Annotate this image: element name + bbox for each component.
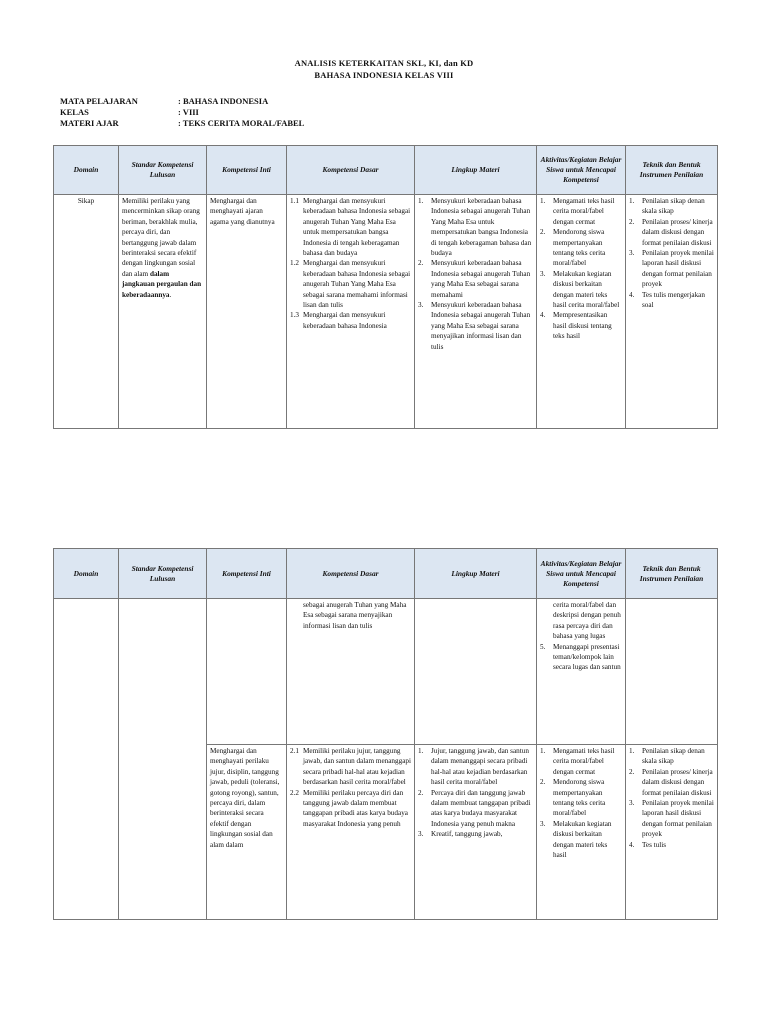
col-teknik: Teknik dan Bentuk Instrumen Penilaian [626,146,718,195]
cell-kd [287,745,415,920]
cell-teknik [626,195,718,429]
materi-item: 2. Mensyukuri keberadaan bahasa Indonesia sebagai anugerah Tuhan yang Maha Esa sebagai sarana memahami [418,259,531,299]
cell-skl [119,599,207,920]
cell-materi [415,195,537,429]
meta-value: : VIII [178,107,199,117]
cell-aktivitas [537,599,626,745]
col-aktivitas: Aktivitas/Kegiatan Belajar Siswa untuk Mencapai Kompetensi [537,549,626,599]
teknik-item: 2. Penilaian proses/ kinerja dalam diskusi dengan format penilaian diskusi [629,767,713,797]
cell-kd [287,599,415,745]
teknik-item: 3. Penilaian proyek menilai laporan hasil diskusi dengan format penilaian proyek [629,249,714,289]
col-skl: Standar Kompetensi Lulusan [119,549,207,599]
kd-item: 1.2 Menghargai dan mensyukuri keberadaan bahasa Indonesia sebagai anugerah Tuhan Yang Maha Esa sebagai sarana memahami informasi lisan dan tulis [290,259,411,310]
aktivitas-item: 5. Menanggapi presentasi teman/kelompok lain secara lugas dan santun [540,642,621,672]
doc-title-line1: ANALISIS KETERKAITAN SKL, KI, dan KD [294,58,474,68]
aktivitas-item: 1. Mengamati teks hasil cerita moral/fabel dengan cermat [540,747,615,776]
kd-item: 1.3 Menghargai dan mensyukuri keberadaan bahasa Indonesia [290,311,387,330]
teknik-item: 4. Tes tulis [629,840,667,849]
meta-key: MATA PELAJARAN [60,96,138,106]
meta-key: KELAS [60,107,89,117]
kd-continued: sebagai anugerah Tuhan yang Maha Esa sebagai sarana menyajikan informasi lisan dan tulis [303,601,407,630]
col-materi: Lingkup Materi [415,146,537,195]
cell-domain [54,599,119,920]
cell-ki: Menghargai dan menghayati ajaran agama yang dianutnya [207,195,287,429]
cell-teknik [626,745,718,920]
materi-item: 2. Percaya diri dan tanggung jawab dalam membuat tanggapan pribadi atas karya budaya masyarakat Indonesia yang penuh makna [418,788,531,828]
materi-item: 1. Jujur, tanggung jawab, dan santun dalam menanggapi secara pribadi hal-hal atau kejadian berdasarkan hasil cerita moral/fabel [418,747,529,787]
cell-domain: Sikap [54,195,119,429]
teknik-item: 1. Penilaian sikap denan skala sikap [629,747,705,766]
teknik-item: 2. Penilaian proses/ kinerja dalam diskusi dengan format penilaian diskusi [629,217,713,247]
kd-item: 2.1 Memiliki perilaku jujur, tanggung jawab, dan santun dalam menanggapi secara pribadi hal-hal atau kejadian berdasarkan hasil cerita moral/fabel [290,747,411,787]
cell-ki [207,599,287,745]
meta-key: MATERI AJAR [60,118,119,128]
skl-bold-text: dalam jangkauan pergaulan dan keberadaannya [122,269,202,299]
kd-item: 2.2 Memiliki perilaku percaya diri dan tanggung jawab dalam membuat tanggapan pribadi atas karya budaya masyarakat Indonesia yang penuh [290,788,408,828]
cell-materi [415,745,537,920]
materi-item: 1. Mensyukuri keberadaan bahasa Indonesia sebagai anugerah Tuhan Yang Maha Esa untuk mempersatukan bangsa Indonesia di tengah keberagaman bahasa dan budaya [418,197,532,258]
teknik-item: 1. Penilaian sikap denan skala sikap [629,197,705,216]
cell-teknik [626,599,718,745]
cell-skl [119,195,207,429]
col-skl: Standar Kompetensi Lulusan [119,146,207,195]
teknik-item: 3. Penilaian proyek menilai laporan hasil diskusi dengan format penilaian proyek [629,799,714,839]
cell-ki: Menghargai dan menghayati perilaku jujur, disiplin, tanggung jawab, peduli (toleransi, gotong royong), santun, percaya diri, dalam berinteraksi secara efektif dengan lingkungan sosial dan alam dalam [207,745,287,920]
analysis-table-1 [53,145,718,429]
table-row [54,195,718,429]
col-kd: Kompetensi Dasar [287,146,415,195]
cell-aktivitas [537,195,626,429]
cell-aktivitas [537,745,626,920]
col-ki: Kompetensi Inti [207,549,287,599]
col-aktivitas: Aktivitas/Kegiatan Belajar Siswa untuk Mencapai Kompetensi [537,146,626,195]
cell-kd [287,195,415,429]
analysis-table-2 [53,548,718,920]
col-teknik: Teknik dan Bentuk Instrumen Penilaian [626,549,718,599]
col-domain: Domain [54,146,119,195]
meta-block [60,96,304,129]
aktivitas-item: 3. Melakukan kegiatan diskusi berkaitan dengan materi teks hasil [540,819,612,860]
doc-title-line2: BAHASA INDONESIA KELAS VIII [314,70,454,80]
aktivitas-item: 2. Mendorong siswa mempertanyakan tentang teks cerita moral/fabel [540,228,606,268]
col-materi: Lingkup Materi [415,549,537,599]
kd-item: 1.1 Menghargai dan mensyukuri keberadaan bahasa Indonesia sebagai anugerah Tuhan Yang Maha Esa untuk mempersatukan bangsa Indonesia di tengah keberagaman bahasa dan budaya [290,197,411,258]
col-domain: Domain [54,549,119,599]
meta-value: : TEKS CERITA MORAL/FABEL [178,118,305,128]
aktivitas-item: 2. Mendorong siswa mempertanyakan tentang teks cerita moral/fabel [540,778,606,818]
aktivitas-continued: cerita moral/fabel dan deskripsi dengan penuh rasa percaya diri dan bahasa yang lugas [553,601,621,641]
skl-end: . [169,290,172,299]
table-header-row [54,146,718,195]
cell-materi [415,599,537,745]
materi-item: 3. Kreatif, tanggung jawab, [418,830,503,839]
col-ki: Kompetensi Inti [207,146,287,195]
col-kd: Kompetensi Dasar [287,549,415,599]
aktivitas-item: 3. Melakukan kegiatan diskusi berkaitan dengan materi teks hasil cerita moral/fabel [540,269,620,310]
aktivitas-item: 4. Mempresentasikan hasil diskusi tentang teks hasil [540,311,612,341]
skl-text: Memiliki perilaku yang mencerminkan sikap orang beriman, berakhlak mulia, percaya diri, dan bertanggung jawab dalam berinteraksi secara efektif dengan lingkungan sosial dan alam [122,197,200,278]
aktivitas-item: 1. Mengamati teks hasil cerita moral/fabel dengan cermat [540,197,615,226]
teknik-item: 4. Tes tulis mengerjakan soal [629,290,705,310]
materi-item: 3. Mensyukuri keberadaan bahasa Indonesia sebagai anugerah Tuhan yang Maha Esa sebagai sarana menyajikan informasi lisan dan tulis [418,301,531,351]
table-row [54,599,718,745]
meta-value: : BAHASA INDONESIA [178,96,269,106]
table-header-row [54,549,718,599]
